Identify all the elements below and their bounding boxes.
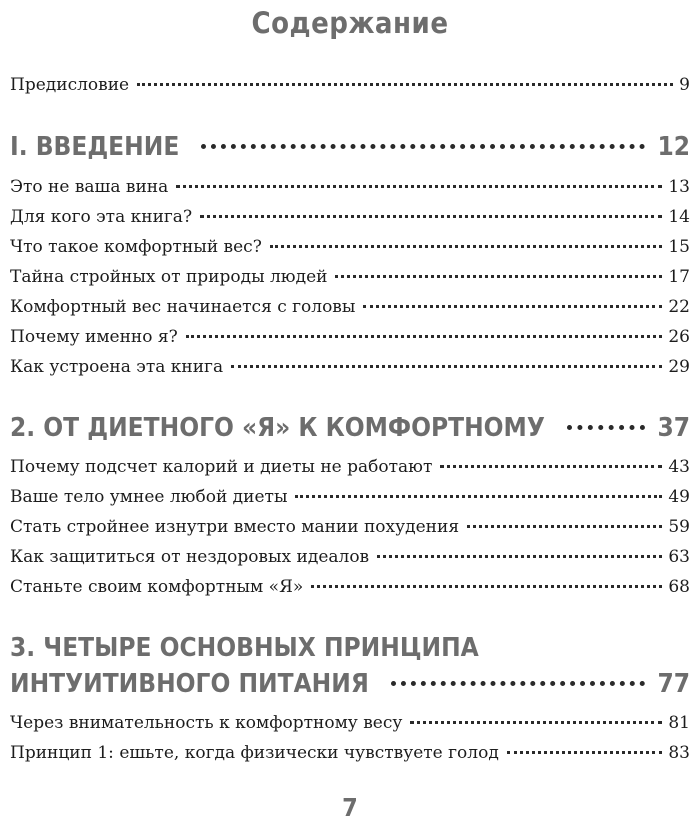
toc-entry-label: Как защититься от нездоровых идеалов bbox=[10, 547, 370, 567]
toc-entry[interactable] bbox=[10, 456, 690, 478]
toc-entry-label: Это не ваша вина bbox=[10, 177, 169, 197]
toc-entry-label: Принцип 1: ешьте, когда физически чувствуете голод bbox=[10, 743, 499, 763]
toc-entry[interactable] bbox=[10, 712, 690, 734]
toc-entry[interactable] bbox=[10, 576, 690, 598]
dot-leader bbox=[200, 215, 662, 218]
toc-entry[interactable] bbox=[10, 742, 690, 764]
section-heading-3[interactable] bbox=[10, 669, 690, 699]
dot-leader bbox=[377, 555, 662, 558]
toc-entry[interactable] bbox=[10, 266, 690, 288]
toc-entry-page: 22 bbox=[668, 297, 690, 317]
toc-entry-page: 83 bbox=[668, 743, 690, 763]
dot-leader bbox=[410, 721, 662, 724]
section-heading-page: 37 bbox=[657, 413, 690, 443]
page-title: Содержание bbox=[251, 6, 449, 40]
dot-leader bbox=[363, 305, 662, 308]
toc-entry-page: 63 bbox=[668, 547, 690, 567]
dot-leader bbox=[231, 365, 662, 368]
toc-entry-page: 81 bbox=[668, 713, 690, 733]
toc-entry-page: 14 bbox=[668, 207, 690, 227]
dot-leader bbox=[176, 185, 662, 188]
toc-entry-page: 29 bbox=[668, 357, 690, 377]
page-number: 7 bbox=[342, 793, 358, 822]
toc-entry-page: 17 bbox=[668, 267, 690, 287]
toc-entry-label: Предисловие bbox=[10, 75, 130, 95]
toc-entry[interactable] bbox=[10, 296, 690, 318]
dot-leader bbox=[201, 144, 645, 149]
dot-leader bbox=[270, 245, 663, 248]
section-heading-2[interactable] bbox=[10, 413, 690, 443]
toc-entry-page: 43 bbox=[668, 457, 690, 477]
dot-leader bbox=[440, 465, 662, 468]
toc-entry-label: Ваше тело умнее любой диеты bbox=[10, 487, 288, 507]
toc-entry-page: 15 bbox=[668, 237, 690, 257]
toc-entry-page: 49 bbox=[668, 487, 690, 507]
section-heading-3-line1[interactable]: 3. ЧЕТЫРЕ ОСНОВНЫХ ПРИНЦИПА bbox=[10, 633, 479, 663]
toc-entry-label: Стать стройнее изнутри вместо мании похудения bbox=[10, 517, 460, 537]
toc-entry[interactable] bbox=[10, 326, 690, 348]
toc-entry[interactable] bbox=[10, 516, 690, 538]
toc-entry[interactable] bbox=[10, 546, 690, 568]
toc-entry[interactable] bbox=[10, 356, 690, 378]
dot-leader bbox=[186, 335, 663, 338]
toc-entry-label: Тайна стройных от природы людей bbox=[10, 267, 328, 287]
toc-entry[interactable] bbox=[10, 236, 690, 258]
dot-leader bbox=[295, 495, 662, 498]
toc-entry-page: 59 bbox=[668, 517, 690, 537]
toc-entry-label: Через внимательность к комфортному весу bbox=[10, 713, 403, 733]
toc-entry-page: 26 bbox=[668, 327, 690, 347]
toc-entry[interactable] bbox=[10, 206, 690, 228]
toc-entry-label: Почему именно я? bbox=[10, 327, 178, 347]
dot-leader bbox=[391, 681, 646, 686]
dot-leader bbox=[335, 275, 662, 278]
dot-leader bbox=[311, 585, 662, 588]
toc-entry[interactable] bbox=[10, 486, 690, 508]
toc-entry-label: Почему подсчет калорий и диеты не работают bbox=[10, 457, 433, 477]
toc-entry-label: Как устроена эта книга bbox=[10, 357, 224, 377]
toc-entry-page: 9 bbox=[679, 75, 690, 95]
toc-entry-page: 13 bbox=[668, 177, 690, 197]
toc-entry-preface[interactable] bbox=[10, 74, 690, 96]
section-heading-label: ИНТУИТИВНОГО ПИТАНИЯ bbox=[10, 669, 369, 699]
dot-leader bbox=[137, 83, 673, 86]
toc-entry-label: Что такое комфортный вес? bbox=[10, 237, 262, 257]
toc-entry-page: 68 bbox=[668, 577, 690, 597]
section-heading-label: 2. ОТ ДИЕТНОГО «Я» К КОМФОРТНОМУ bbox=[10, 413, 545, 443]
toc-entry-label: Для кого эта книга? bbox=[10, 207, 193, 227]
dot-leader bbox=[567, 425, 646, 430]
toc-entry[interactable] bbox=[10, 176, 690, 198]
dot-leader bbox=[467, 525, 662, 528]
dot-leader bbox=[507, 751, 663, 754]
toc-entry-label: Комфортный вес начинается с головы bbox=[10, 297, 356, 317]
section-heading-page: 12 bbox=[657, 132, 690, 162]
toc-entry-label: Станьте своим комфортным «Я» bbox=[10, 577, 304, 597]
section-heading-label: I. ВВЕДЕНИЕ bbox=[10, 132, 180, 162]
section-heading-1[interactable] bbox=[10, 132, 690, 162]
section-heading-page: 77 bbox=[657, 669, 690, 699]
